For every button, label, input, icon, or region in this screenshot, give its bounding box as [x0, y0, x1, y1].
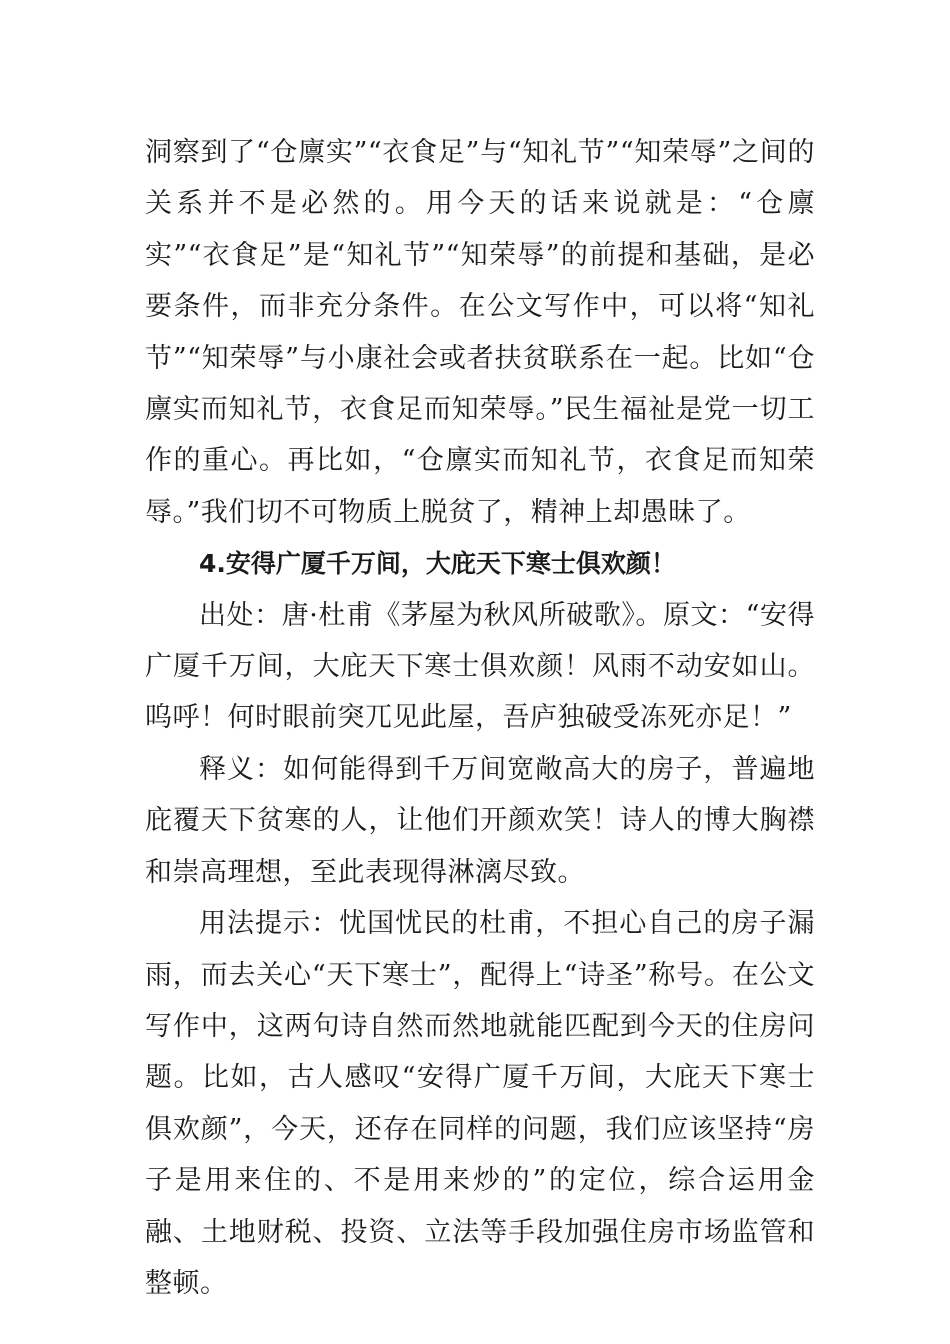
section-heading: 4.安得广厦千万间，大庇天下寒士俱欢颜！	[199, 549, 676, 579]
paragraph-meaning: 释义：如何能得到千万间宽敞高大的房子，普遍地庇覆天下贫寒的人，让他们开颜欢笑！诗人的博大胸襟和崇高理想，至此表现得淋漓尽致。	[145, 753, 815, 888]
document-body	[145, 127, 815, 1309]
paragraph-usage-tip: 用法提示：忧国忧民的杜甫，不担心自己的房子漏雨，而去关心“天下寒士”，配得上“诗圣”称号。在公文写作中，这两句诗自然而然地就能匹配到今天的住房问题。比如，古人感叹“安得广厦千万间，大庇天下寒士俱欢颜”，今天，还存在同样的问题，我们应该坚持“房子是用来住的、不是用来炒的”的定位，综合运用金融、土地财税、投资、立法等手段加强住房市场监管和整顿。	[145, 908, 815, 1299]
paragraph-source: 出处：唐·杜甫《茅屋为秋风所破歌》。原文：“安得广厦千万间，大庇天下寒士俱欢颜！风雨不动安如山。呜呼！何时眼前突兀见此屋，吾庐独破受冻死亦足！”	[145, 599, 815, 734]
paragraph-continuation: 洞察到了“仓廪实”“衣食足”与“知礼节”“知荣辱”之间的关系并不是必然的。用今天的话来说就是：“仓廪实”“衣食足”是“知礼节”“知荣辱”的前提和基础，是必要条件，而非充分条件。在公文写作中，可以将“知礼节”“知荣辱”与小康社会或者扶贫联系在一起。比如“仓廪实而知礼节，衣食足而知荣辱。”民生福祉是党一切工作的重心。再比如，“仓廪实而知礼节，衣食足而知荣辱。”我们切不可物质上脱贫了，精神上却愚昧了。	[145, 137, 815, 528]
